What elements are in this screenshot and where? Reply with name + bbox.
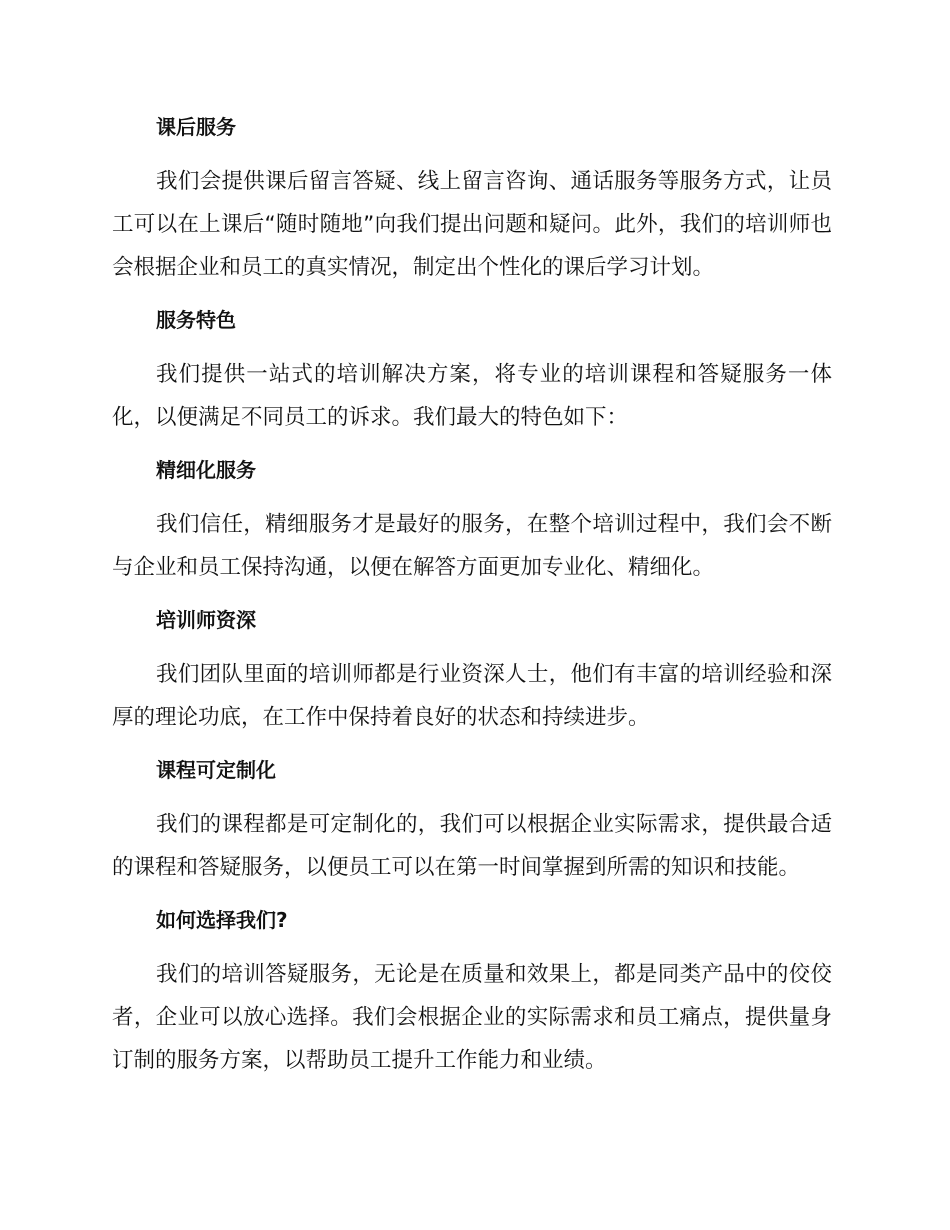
section-paragraph: 我们提供一站式的培训解决方案，将专业的培训课程和答疑服务一体化，以便满足不同员工的诉求。我们最大的特色如下： (112, 362, 832, 430)
section-customizable-courses (112, 751, 832, 889)
section-heading: 课后服务 (156, 115, 236, 139)
section-heading: 培训师资深 (156, 608, 256, 632)
section-heading: 如何选择我们? (156, 908, 288, 932)
section-senior-trainers (112, 601, 832, 739)
section-heading: 课程可定制化 (156, 758, 276, 782)
section-why-choose-us (112, 901, 832, 1082)
section-paragraph: 我们的培训答疑服务，无论是在质量和效果上，都是同类产品中的佼佼者，企业可以放心选择。我们会根据企业的实际需求和员工痛点，提供量身订制的服务方案，以帮助员工提升工作能力和业绩。 (112, 962, 832, 1073)
section-refined-service (112, 451, 832, 589)
section-paragraph: 我们团队里面的培训师都是行业资深人士，他们有丰富的培训经验和深厚的理论功底，在工作中保持着良好的状态和持续进步。 (112, 662, 832, 730)
section-service-features (112, 301, 832, 439)
section-heading: 服务特色 (156, 308, 236, 332)
section-heading: 精细化服务 (156, 458, 256, 482)
document-page (112, 108, 832, 1094)
section-paragraph: 我们信任，精细服务才是最好的服务，在整个培训过程中，我们会不断与企业和员工保持沟通，以便在解答方面更加专业化、精细化。 (112, 512, 832, 580)
section-paragraph: 我们的课程都是可定制化的，我们可以根据企业实际需求，提供最合适的课程和答疑服务，以便员工可以在第一时间掌握到所需的知识和技能。 (112, 812, 832, 880)
section-after-class-service (112, 108, 832, 289)
section-paragraph: 我们会提供课后留言答疑、线上留言咨询、通话服务等服务方式，让员工可以在上课后“随时随地”向我们提出问题和疑问。此外，我们的培训师也会根据企业和员工的真实情况，制定出个性化的课后学习计划。 (112, 169, 832, 280)
